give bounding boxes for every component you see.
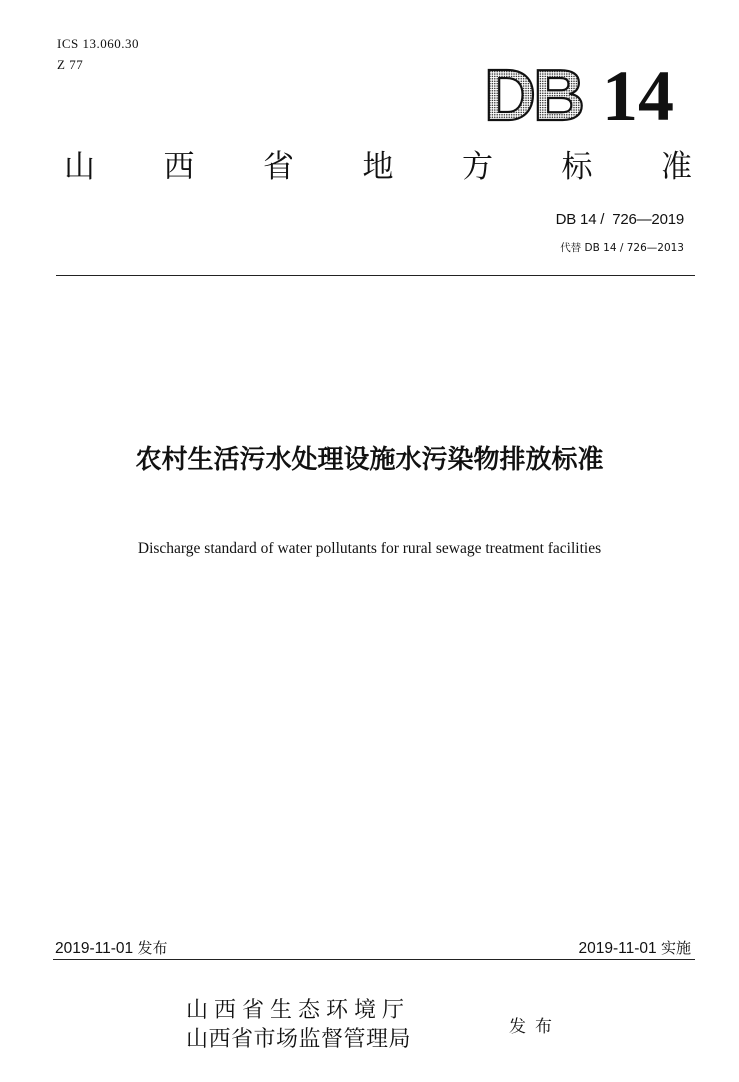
replaced-standard: 代替 DB 14 / 726—2013 [560,242,684,254]
effective-label: 实施 [660,939,691,957]
db14-logo [484,56,694,128]
footer-rule [53,959,695,960]
svg-text:DB: DB [484,56,582,128]
chinese-title: 农村生活污水处理设施水污染物排放标准 [135,445,604,475]
heading-char: 地 [362,149,394,185]
local-standard-heading [64,141,692,186]
heading-char: 省 [263,149,294,185]
heading-char: 标 [561,149,593,185]
issuer-market-supervision: 山西省市场监督管理局 [186,1027,412,1052]
publish-label: 发布 [509,1017,561,1037]
effective-date-line [579,937,691,958]
heading-char: 山 [64,149,95,185]
english-title: Discharge standard of water pollutants for rural sewage treatment facilities [137,540,602,557]
issuer-ecology-environment: 山西省生态环境厅 [186,998,411,1023]
ics-code: ICS 13.060.30 [57,36,139,51]
ccs-code: Z 77 [57,57,84,72]
header-rule [56,275,695,276]
standard-number: DB 14 / 726—2019 [555,211,684,228]
heading-char: 准 [661,149,692,185]
issue-label: 发布 [137,939,168,957]
heading-char: 方 [462,149,493,185]
svg-text:14: 14 [602,56,674,128]
issue-date: 2019-11-01 [55,940,134,957]
issue-date-line [55,937,167,958]
effective-date: 2019-11-01 [578,940,657,957]
heading-char: 西 [163,149,195,185]
